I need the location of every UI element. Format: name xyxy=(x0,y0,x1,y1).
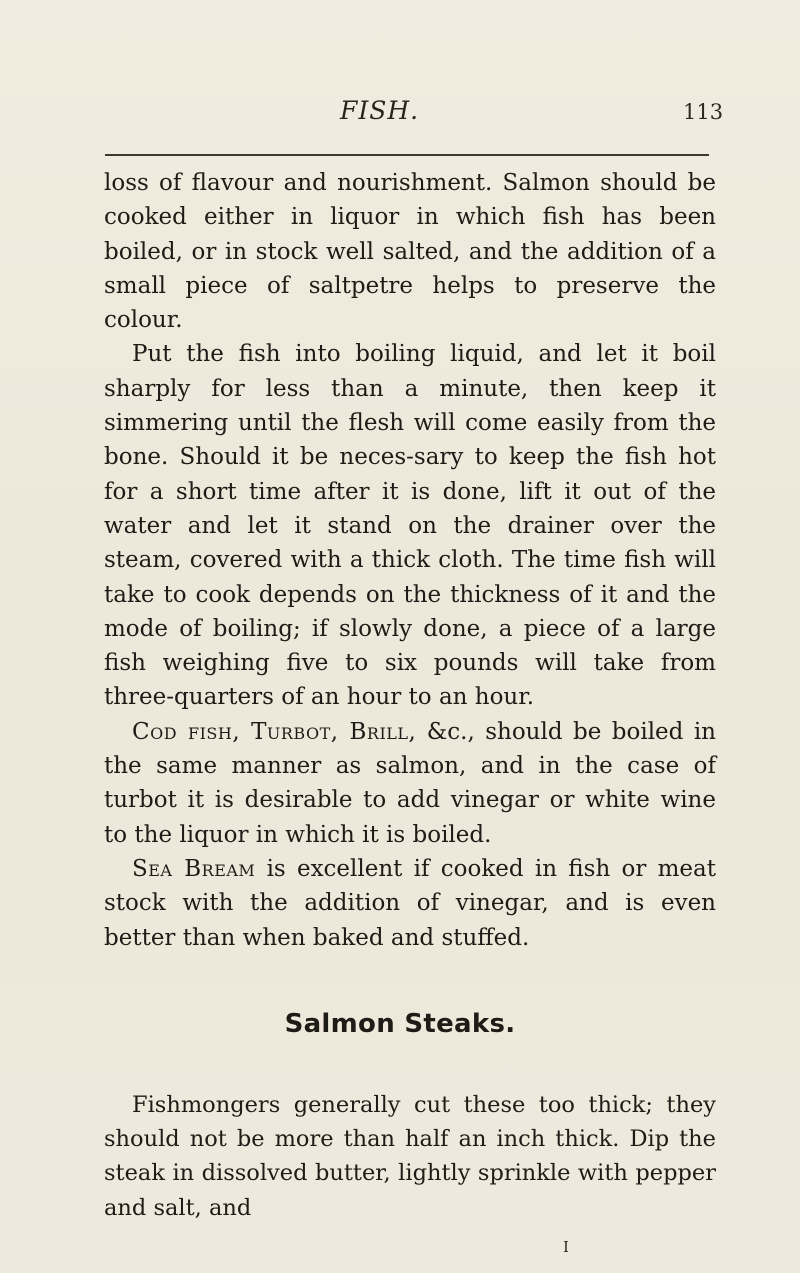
paragraph-3-lead: Cod fish, Turbot, Brill, xyxy=(132,718,417,745)
paragraph-3-rest: &c., should be boiled in the same manner as salmon, and in the case of turbot it is desirable to add vinegar or white wine to the liquor in which it is boiled. xyxy=(104,718,716,848)
paragraph-4 xyxy=(104,852,716,955)
page-number: 113 xyxy=(683,100,724,124)
paragraph-2: Put the fish into boiling liquid, and let it boil sharply for less than a minute, then keep it simmering until the flesh will come easily from the bone. Should it be neces-sary to keep the fish hot for a short time after it is done, lift it out of the water and let it stand on the drainer over the steam, covered with a thick cloth. The time fish will take to cook depends on the thickness of it and the mode of boiling; if slowly done, a piece of a large fish weighing five to six pounds will take from three-quarters of an hour to an hour. xyxy=(104,341,716,711)
main-text xyxy=(104,166,716,955)
section-paragraph-1: Fishmongers generally cut these too thick; they should not be more than half an inch thick. Dip the steak in dissolved butter, lightly sprinkle with pepper and salt, and xyxy=(104,1092,716,1221)
section-heading: Salmon Steaks. xyxy=(284,1009,516,1039)
paragraph-3 xyxy=(104,715,716,852)
signature-mark: I xyxy=(563,1238,569,1256)
running-head xyxy=(0,96,800,136)
paragraph-1: loss of flavour and nourishment. Salmon should be cooked either in liquor in which fish has been boiled, or in stock well salted, and the addition of a small piece of saltpetre helps to preserve the colour. xyxy=(104,170,716,334)
paragraph-4-lead: Sea Bream xyxy=(132,855,256,882)
header-rule xyxy=(105,154,709,156)
section-text xyxy=(104,1088,716,1225)
running-title: FISH. xyxy=(340,96,420,125)
paragraph-4-rest: is excellent if cooked in fish or meat stock with the addition of vinegar, and is even better than when baked and stuffed. xyxy=(104,855,716,951)
